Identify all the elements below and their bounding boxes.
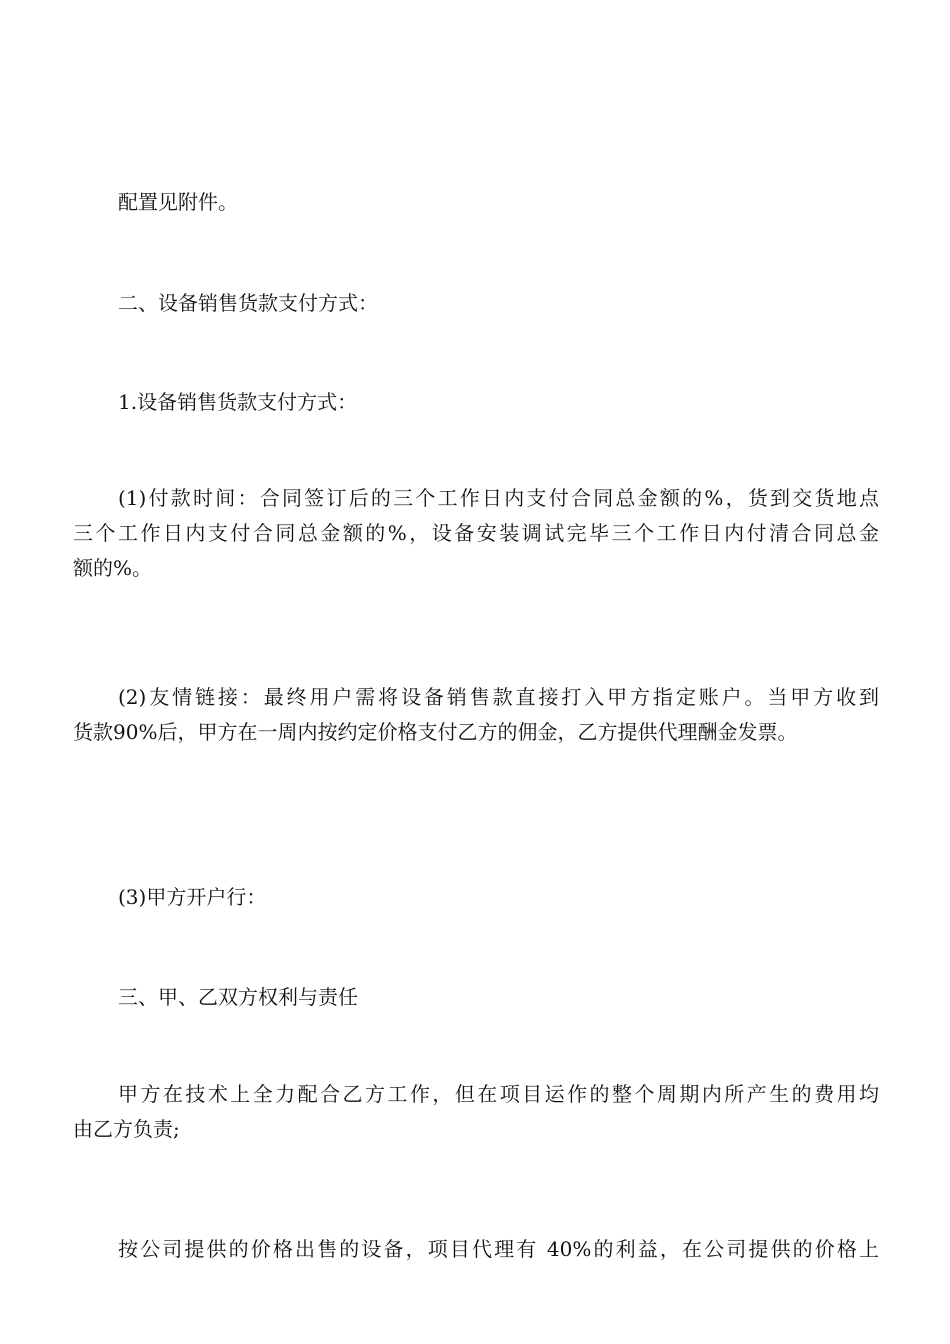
paragraph-line: 按公司提供的价格出售的设备，项目代理有 40%的利益，在公司提供的价格上 [118,1237,879,1261]
section-heading-payment [73,286,879,321]
paragraph-payment-time [73,481,879,586]
subsection-heading-payment-method [73,385,879,420]
paragraph-line: (1)付款时间：合同签订后的三个工作日内支付合同总金额的%，货到交货地点 [118,486,879,510]
paragraph-line: 1.设备销售货款支付方式： [118,390,358,414]
paragraph-line: 三个工作日内支付合同总金额的%，设备安装调试完毕三个工作日内付清合同总金 [73,521,879,545]
paragraph-attachment-note [73,185,879,220]
paragraph-line: 三、甲、乙双方权利与责任 [118,985,358,1009]
paragraph-line: 额的%。 [73,556,153,580]
paragraph-bank-account [73,880,879,915]
paragraph-line: 配置见附件。 [118,190,238,214]
paragraph-line: 甲方在技术上全力配合乙方工作，但在项目运作的整个周期内所产生的费用均 [118,1082,879,1106]
paragraph-price-benefit [73,1232,879,1267]
paragraph-friendly-link [73,680,879,750]
paragraph-line: 由乙方负责; [73,1117,180,1141]
paragraph-line: (2)友情链接：最终用户需将设备销售款直接打入甲方指定账户。当甲方收到 [118,685,879,709]
paragraph-technical-support [73,1077,879,1147]
paragraph-line: 货款90%后，甲方在一周内按约定价格支付乙方的佣金，乙方提供代理酬金发票。 [73,720,798,744]
paragraph-line: (3)甲方开户行： [118,885,267,909]
section-heading-rights [73,980,879,1015]
paragraph-line: 二、设备销售货款支付方式： [118,291,378,315]
